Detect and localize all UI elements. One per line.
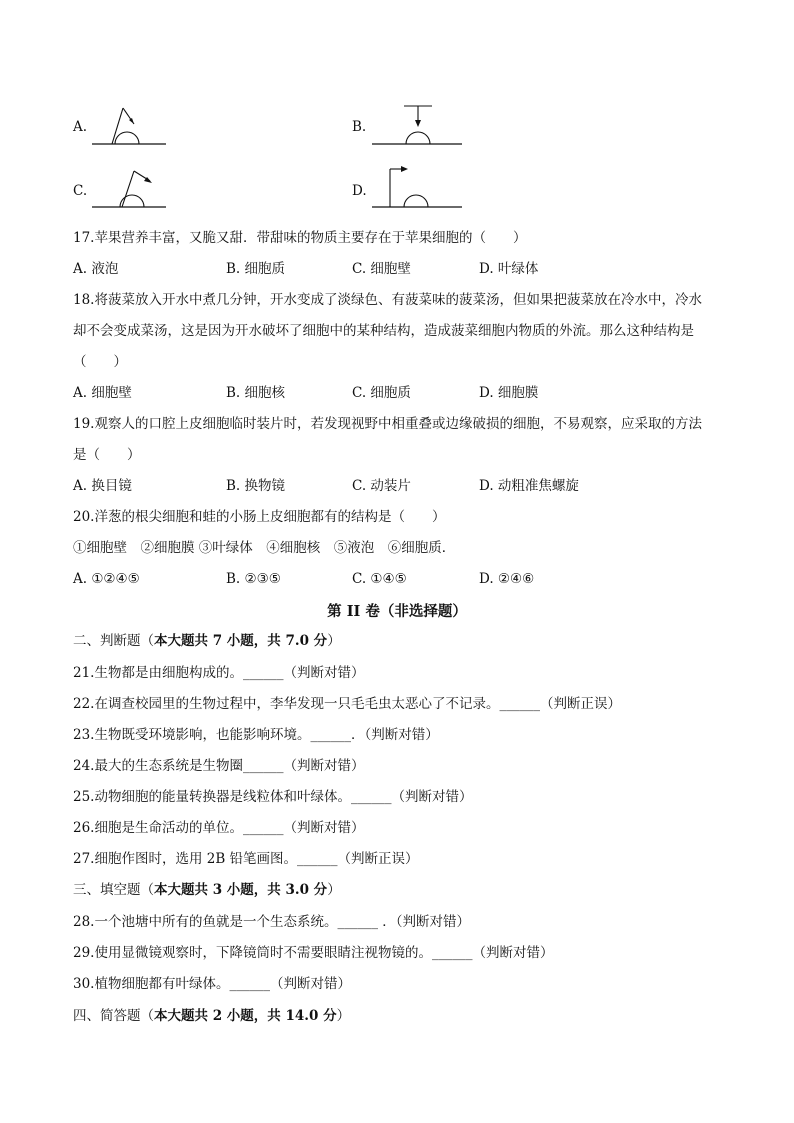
q17-stem: 17.苹果营养丰富，又脆又甜．带甜味的物质主要存在于苹果细胞的（ ） xyxy=(73,230,527,246)
q22: 22.在调查校园里的生物过程中，李华发现一只毛毛虫太恶心了不记录。______（判断正误） xyxy=(73,696,621,712)
section2-heading-bold: 本大题共 7 小题，共 7.0 分 xyxy=(154,633,328,649)
q20-option-d: D. ②④⑥ xyxy=(479,571,535,587)
section2-heading xyxy=(73,632,341,650)
q18-option-b: B. 细胞核 xyxy=(226,385,286,401)
q23: 23.生物既受环境影响，也能影响环境。______．（判断对错） xyxy=(73,727,439,743)
figure-c-diagram xyxy=(90,163,170,213)
q18-option-a: A. 细胞壁 xyxy=(73,385,132,401)
q18-stem-line2: 却不会变成菜汤，这是因为开水破坏了细胞中的某种结构，造成菠菜细胞内物质的外流。那么这种结构是 xyxy=(73,323,694,339)
q19-option-b: B. 换物镜 xyxy=(226,478,286,494)
q24: 24.最大的生态系统是生物圈______（判断对错） xyxy=(73,758,365,774)
q17-option-a: A. 液泡 xyxy=(73,261,119,277)
q18-option-d: D. 细胞膜 xyxy=(479,385,539,401)
q29: 29.使用显微镜观察时，下降镜筒时不需要眼睛注视物镜的。______（判断对错） xyxy=(73,945,554,961)
q25: 25.动物细胞的能量转换器是线粒体和叶绿体。______（判断对错） xyxy=(73,789,473,805)
q19-option-c: C. 动装片 xyxy=(352,478,411,494)
q20-option-a: A. ①②④⑤ xyxy=(73,571,140,587)
part2-title: 第 II 卷（非选择题） xyxy=(327,603,467,620)
section4-heading-suffix: ） xyxy=(336,1008,351,1024)
q19-stem-line2: 是（ ） xyxy=(73,447,141,463)
section2-heading-suffix: ） xyxy=(327,633,341,649)
q19-stem-line1: 19.观察人的口腔上皮细胞临时装片时，若发现视野中相重叠或边缘破损的细胞，不易观察，应采取的方法 xyxy=(73,416,702,432)
q21: 21.生物都是由细胞构成的。______（判断对错） xyxy=(73,665,365,681)
section3-heading-bold: 本大题共 3 小题，共 3.0 分 xyxy=(154,882,328,898)
section4-heading xyxy=(73,1007,350,1025)
section2-heading-prefix: 二、判断题（ xyxy=(73,633,154,649)
q28: 28.一个池塘中所有的鱼就是一个生态系统。______ ．（判断对错） xyxy=(73,914,471,930)
q17-option-b: B. 细胞质 xyxy=(226,261,286,277)
q17-option-d: D. 叶绿体 xyxy=(479,261,539,277)
q18-option-c: C. 细胞质 xyxy=(352,385,411,401)
q20-option-b: B. ②③⑤ xyxy=(226,571,281,587)
figure-d-diagram xyxy=(370,163,465,213)
figure-b-label: B. xyxy=(352,119,367,135)
section4-heading-bold: 本大题共 2 小题，共 14.0 分 xyxy=(154,1008,337,1024)
q19-option-d: D. 动粗准焦螺旋 xyxy=(479,478,579,494)
q20-stem: 20.洋葱的根尖细胞和蛙的小肠上皮细胞都有的结构是（ ） xyxy=(73,509,446,525)
q18-stem-line1: 18.将菠菜放入开水中煮几分钟，开水变成了淡绿色、有菠菜味的菠菜汤，但如果把菠菜放在冷水中，冷水 xyxy=(73,292,702,308)
section3-heading-prefix: 三、填空题（ xyxy=(73,882,154,898)
figure-b-diagram xyxy=(370,100,465,150)
figure-a-diagram xyxy=(90,100,170,150)
q19-option-a: A. 换目镜 xyxy=(73,478,132,494)
figure-d-label: D. xyxy=(352,183,367,199)
q30: 30.植物细胞都有叶绿体。______（判断对错） xyxy=(73,976,351,992)
q17-option-c: C. 细胞壁 xyxy=(352,261,411,277)
q27: 27.细胞作图时，选用 2B 铅笔画图。______（判断正误） xyxy=(73,851,419,867)
section3-heading-suffix: ） xyxy=(327,882,341,898)
q20-items: ①细胞壁 ②细胞膜 ③叶绿体 ④细胞核 ⑤液泡 ⑥细胞质． xyxy=(73,540,456,556)
section3-heading xyxy=(73,881,341,899)
q20-option-c: C. ①④⑤ xyxy=(352,571,407,587)
section4-heading-prefix: 四、简答题（ xyxy=(73,1008,154,1024)
figure-c-label: C. xyxy=(73,183,88,199)
figure-a-label: A. xyxy=(73,119,88,135)
q18-stem-line3: （ ） xyxy=(73,354,127,370)
q26: 26.细胞是生命活动的单位。______（判断对错） xyxy=(73,820,365,836)
